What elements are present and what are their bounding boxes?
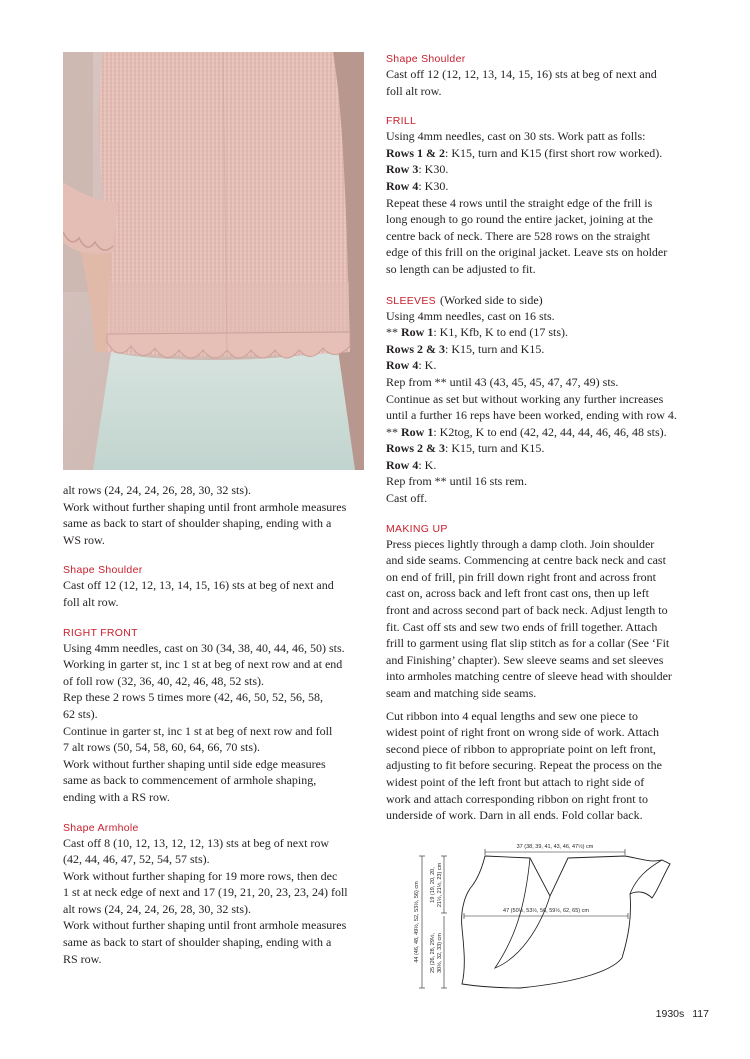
body-length-label: 44 (46, 48, 49½, 52, 53½, 56) cm: [414, 881, 420, 963]
right-front-line: of foll row (32, 36, 40, 42, 46, 48, 52 sts).: [63, 673, 264, 688]
frill-heading: FRILL: [386, 115, 417, 128]
right-front-line: Continue in garter st, inc 1 st at beg of next row and foll: [63, 723, 333, 738]
row-text: : K2tog, K to end (42, 42, 44, 44, 46, 46, 48 sts).: [433, 424, 667, 439]
sleeves-row-4-dec: [386, 457, 686, 474]
sleeves-row-2-3: [386, 341, 686, 358]
row-text: : K.: [418, 457, 437, 472]
sleeves-row-2-3-dec: [386, 440, 686, 457]
row-text: : K30.: [418, 178, 449, 193]
sleeves-line: until a further 16 reps have been worked, ending with row 4.: [386, 408, 677, 423]
intro-line: WS row.: [63, 532, 105, 547]
right-front-line: Work without further shaping until side edge measures: [63, 756, 326, 771]
shape-armhole-line: same as back to start of shoulder shaping, ending with a: [63, 935, 332, 950]
frill-line: Repeat these 4 rows until the straight edge of the frill is: [386, 195, 653, 210]
right-shape-shoulder-line: Cast off 12 (12, 12, 13, 14, 15, 16) sts at beg of next and: [386, 67, 657, 81]
top-width-label: 37 (38, 39, 41, 43, 46, 47½) cm: [516, 844, 594, 850]
making-up-line: frill to garment using flat slip stitch as for a collar (See ‘Fit: [386, 636, 670, 651]
making-up-line: widest point of the left front but attach to right side of: [386, 774, 645, 789]
frill-line: so length can be adjusted to fit.: [386, 261, 536, 276]
right-shape-shoulder-heading: Shape Shoulder: [386, 53, 466, 65]
row-text: : K.: [418, 358, 437, 373]
frill-row-4: [386, 178, 686, 195]
row-label: Row 4: [386, 358, 419, 373]
page-footer: [656, 1008, 709, 1020]
making-up-line: underside of work. Darn in all ends. Fold collar back.: [386, 808, 643, 823]
garment-outline: [462, 856, 670, 988]
shape-armhole-line: Work without further shaping for 19 more rows, then dec: [63, 868, 338, 883]
frill-line: Using 4mm needles, cast on 30 sts. Work patt as folls:: [386, 129, 646, 144]
shape-shoulder-heading: Shape Shoulder: [63, 564, 143, 577]
shape-armhole-line: Cast off 8 (10, 12, 13, 12, 12, 13) sts at beg of next row: [63, 835, 330, 850]
making-up-line: widest point of right front on wrong side of work. Attach: [386, 725, 659, 740]
row-label: Rows 2 & 3: [386, 341, 445, 356]
making-up-line: second piece of ribbon to appropriate point on left front,: [386, 741, 656, 756]
right-front-line: same as back to commencement of armhole shaping,: [63, 773, 317, 788]
row-text: : K30.: [418, 162, 449, 177]
sleeves-line: Rep from ** until 16 sts rem.: [386, 474, 527, 489]
making-up-line: fit. Cast off sts and sew two ends of frill together. Attach: [386, 619, 658, 634]
making-up-heading: MAKING UP: [386, 522, 448, 535]
sleeves-heading-label: SLEEVES: [386, 294, 436, 307]
right-column: [386, 52, 686, 824]
sleeves-heading-note: (Worked side to side): [439, 292, 543, 307]
making-up-line: cast on, across back and left front cast ons, then up left: [386, 586, 649, 601]
right-front-heading: RIGHT FRONT: [63, 626, 138, 639]
row-label: Row 4: [386, 457, 419, 472]
shape-armhole-line: RS row.: [63, 951, 102, 966]
intro-line: Work without further shaping until front armhole measures: [63, 499, 347, 514]
jacket-photo: [63, 52, 364, 470]
shape-armhole-line: 1 st at neck edge of next and 17 (19, 21, 20, 23, 23, 24) foll: [63, 885, 348, 900]
right-front-line: ending with a RS row.: [63, 789, 170, 804]
photo-skirt: [93, 350, 355, 470]
row-text: : K15, turn and K15.: [445, 441, 545, 456]
frill-line: long enough to go round the entire jacket, joining at the: [386, 212, 653, 227]
right-shape-shoulder-line: foll alt row.: [386, 83, 442, 98]
frill-row-1-2: [386, 145, 686, 162]
right-front-line: Working in garter st, inc 1 st at beg of next row and at end: [63, 657, 343, 672]
row-label: Rows 2 & 3: [386, 441, 445, 456]
row-label: Row 3: [386, 162, 419, 177]
left-column: [63, 482, 363, 967]
making-up-line: into armholes matching centre of sleeve head with shoulder: [386, 669, 672, 684]
sleeves-row-1: [386, 324, 686, 341]
sleeves-line: Continue as set but without working any further increases: [386, 391, 664, 406]
sleeves-row-1-dec: [386, 424, 686, 441]
right-front-line: Rep these 2 rows 5 times more (42, 46, 50, 52, 56, 58,: [63, 690, 323, 705]
right-front-line: 7 alt rows (50, 54, 58, 60, 64, 66, 70 sts).: [63, 740, 260, 755]
shape-armhole-heading: Shape Armhole: [63, 821, 139, 834]
making-up-line: adjusting to fit before securing. Repeat the process on the: [386, 758, 662, 773]
making-up-line: on end of frill, pin frill down right front and across front: [386, 569, 656, 584]
sleeves-line: Using 4mm needles, cast on 16 sts.: [386, 308, 555, 323]
row-label: Row 4: [386, 178, 419, 193]
right-front-line: Using 4mm needles, cast on 30 (34, 38, 40, 44, 46, 50) sts.: [63, 640, 345, 655]
shape-armhole-line: alt rows (24, 24, 24, 26, 28, 30, 32 sts).: [63, 901, 251, 916]
armhole-label-b: 21½, 21½, 23) cm: [437, 862, 443, 908]
making-up-line: Press pieces lightly through a damp cloth. Join shoulder: [386, 536, 655, 551]
row-label: Rows 1 & 2: [386, 145, 445, 160]
schematic-diagram: [400, 838, 700, 998]
shape-armhole-line: Work without further shaping until front armhole measures: [63, 918, 347, 933]
intro-line: same as back to start of shoulder shaping, ending with a: [63, 516, 332, 531]
shape-shoulder-line: Cast off 12 (12, 12, 13, 14, 15, 16) sts at beg of next and: [63, 578, 334, 593]
shape-shoulder-line: foll alt row.: [63, 594, 119, 609]
row-text: : K15, turn and K15.: [445, 341, 545, 356]
right-front-line: 62 sts).: [63, 706, 98, 721]
sleeves-line: Cast off.: [386, 491, 428, 506]
side-label-a: 25 (26, 28, 29½,: [430, 932, 436, 974]
row-text: : K1, Kfb, K to end (17 sts).: [433, 325, 568, 340]
making-up-line: and Finishing’ chapter). Sew sleeve seams and set sleeves: [386, 652, 664, 667]
sleeves-heading: [386, 293, 686, 308]
side-label-b: 30½, 32, 33) cm: [437, 933, 443, 973]
row-text: : K15, turn and K15 (first short row worked).: [445, 145, 663, 160]
frill-row-3: [386, 161, 686, 178]
sleeves-line: Rep from ** until 43 (43, 45, 45, 47, 47, 49) sts.: [386, 374, 619, 389]
repeat-marker: **: [386, 325, 401, 340]
frill-line: edge of this frill on the original jacket. Leave sts on holder: [386, 245, 668, 260]
footer-section: 1930s: [655, 1008, 685, 1020]
armhole-label-a: 19 (19, 20, 20,: [430, 867, 436, 903]
intro-line: alt rows (24, 24, 24, 26, 28, 30, 32 sts).: [63, 483, 251, 497]
row-label: Row 1: [401, 325, 434, 340]
making-up-line: front and across second part of back neck. Adjust length to: [386, 603, 668, 618]
making-up-line: Cut ribbon into 4 equal lengths and sew one piece to: [386, 708, 638, 723]
sleeves-row-4: [386, 357, 686, 374]
chest-width-label: 47 (50½, 53½, 56, 59½, 62, 65) cm: [503, 908, 589, 914]
making-up-line: seam and matching side seams.: [386, 686, 537, 700]
making-up-line: and side seams. Commencing at centre back neck and cast: [386, 553, 666, 568]
page-number: 117: [692, 1008, 709, 1020]
frill-line: centre back of neck. There are 528 rows on the straight: [386, 228, 651, 243]
making-up-line: work and attach corresponding ribbon on right front to: [386, 791, 648, 806]
repeat-marker: **: [386, 424, 401, 439]
shape-armhole-line: (42, 44, 46, 47, 52, 54, 57 sts).: [63, 852, 210, 867]
row-label: Row 1: [401, 424, 434, 439]
